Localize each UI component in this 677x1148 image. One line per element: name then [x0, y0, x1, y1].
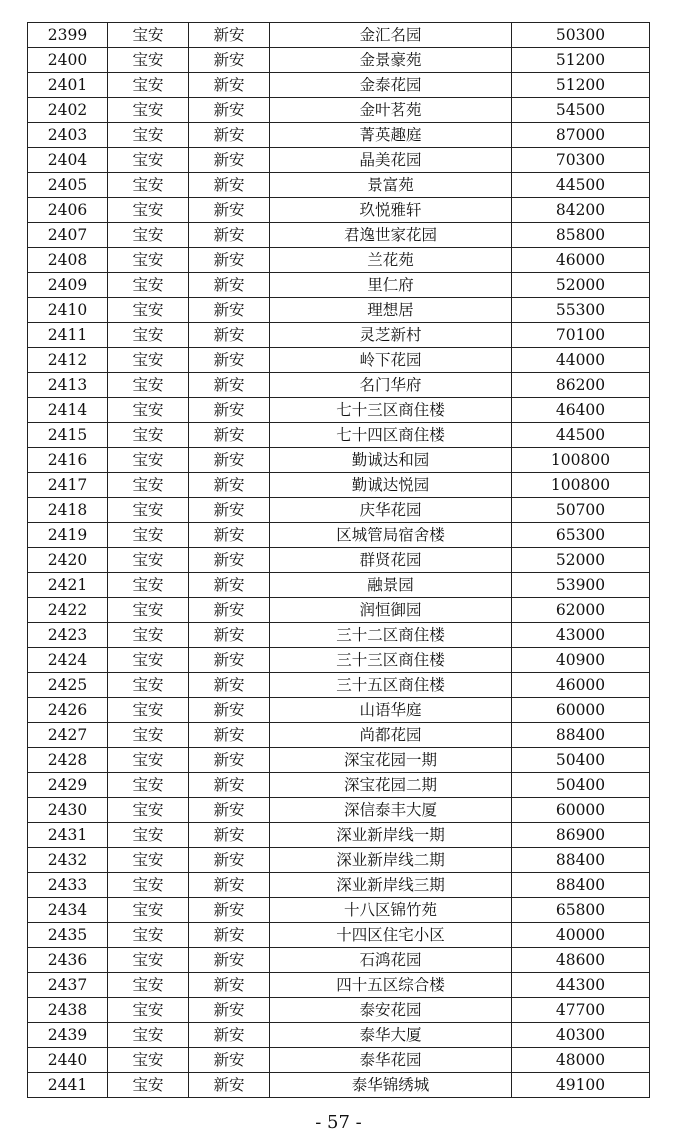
row-number-cell: 2402: [28, 98, 108, 123]
community-name-cell: 七十四区商住楼: [270, 423, 512, 448]
community-name-cell: 勤诚达和园: [270, 448, 512, 473]
district-cell: 宝安: [108, 498, 189, 523]
table-row: [28, 773, 650, 798]
row-number-cell: 2421: [28, 573, 108, 598]
street-cell: 新安: [189, 1048, 270, 1073]
community-name-cell: 深业新岸线二期: [270, 848, 512, 873]
table-row: [28, 673, 650, 698]
table-row: [28, 223, 650, 248]
street-cell: 新安: [189, 823, 270, 848]
community-name-cell: 三十二区商住楼: [270, 623, 512, 648]
table-row: [28, 248, 650, 273]
district-cell: 宝安: [108, 423, 189, 448]
row-number-cell: 2409: [28, 273, 108, 298]
table-row: [28, 823, 650, 848]
community-name-cell: 菁英趣庭: [270, 123, 512, 148]
row-number-cell: 2420: [28, 548, 108, 573]
street-cell: 新安: [189, 248, 270, 273]
table-row: [28, 1048, 650, 1073]
district-cell: 宝安: [108, 923, 189, 948]
reference-price-cell: 84200: [512, 198, 650, 223]
reference-price-cell: 50700: [512, 498, 650, 523]
community-name-cell: 泰华锦绣城: [270, 1073, 512, 1098]
district-cell: 宝安: [108, 123, 189, 148]
district-cell: 宝安: [108, 948, 189, 973]
row-number-cell: 2428: [28, 748, 108, 773]
street-cell: 新安: [189, 723, 270, 748]
street-cell: 新安: [189, 448, 270, 473]
row-number-cell: 2413: [28, 373, 108, 398]
table-row: [28, 123, 650, 148]
community-name-cell: 理想居: [270, 298, 512, 323]
community-name-cell: 区城管局宿舍楼: [270, 523, 512, 548]
table-row: [28, 848, 650, 873]
community-name-cell: 深宝花园一期: [270, 748, 512, 773]
community-name-cell: 群贤花园: [270, 548, 512, 573]
street-cell: 新安: [189, 923, 270, 948]
table-row: [28, 748, 650, 773]
district-cell: 宝安: [108, 273, 189, 298]
street-cell: 新安: [189, 1073, 270, 1098]
row-number-cell: 2408: [28, 248, 108, 273]
community-name-cell: 兰花苑: [270, 248, 512, 273]
table-row: [28, 1073, 650, 1098]
row-number-cell: 2405: [28, 173, 108, 198]
reference-price-cell: 65800: [512, 898, 650, 923]
street-cell: 新安: [189, 323, 270, 348]
district-cell: 宝安: [108, 1048, 189, 1073]
community-name-cell: 名门华府: [270, 373, 512, 398]
row-number-cell: 2427: [28, 723, 108, 748]
street-cell: 新安: [189, 198, 270, 223]
street-cell: 新安: [189, 73, 270, 98]
district-cell: 宝安: [108, 548, 189, 573]
table-row: [28, 323, 650, 348]
table-row: [28, 1023, 650, 1048]
community-name-cell: 景富苑: [270, 173, 512, 198]
district-cell: 宝安: [108, 223, 189, 248]
community-name-cell: 勤诚达悦园: [270, 473, 512, 498]
community-name-cell: 融景园: [270, 573, 512, 598]
reference-price-cell: 48600: [512, 948, 650, 973]
street-cell: 新安: [189, 698, 270, 723]
street-cell: 新安: [189, 298, 270, 323]
street-cell: 新安: [189, 523, 270, 548]
table-row: [28, 598, 650, 623]
street-cell: 新安: [189, 23, 270, 48]
table-row: [28, 873, 650, 898]
street-cell: 新安: [189, 873, 270, 898]
community-name-cell: 灵芝新村: [270, 323, 512, 348]
table-row: [28, 173, 650, 198]
table-row: [28, 523, 650, 548]
street-cell: 新安: [189, 998, 270, 1023]
community-name-cell: 金景豪苑: [270, 48, 512, 73]
street-cell: 新安: [189, 423, 270, 448]
district-cell: 宝安: [108, 23, 189, 48]
district-cell: 宝安: [108, 323, 189, 348]
table-row: [28, 948, 650, 973]
community-name-cell: 玖悦雅轩: [270, 198, 512, 223]
street-cell: 新安: [189, 623, 270, 648]
row-number-cell: 2436: [28, 948, 108, 973]
street-cell: 新安: [189, 1023, 270, 1048]
street-cell: 新安: [189, 273, 270, 298]
table-row: [28, 573, 650, 598]
table-row: [28, 23, 650, 48]
street-cell: 新安: [189, 223, 270, 248]
reference-price-cell: 44300: [512, 973, 650, 998]
table-row: [28, 448, 650, 473]
community-name-cell: 深业新岸线一期: [270, 823, 512, 848]
reference-price-cell: 88400: [512, 873, 650, 898]
row-number-cell: 2426: [28, 698, 108, 723]
reference-price-cell: 85800: [512, 223, 650, 248]
reference-price-cell: 62000: [512, 598, 650, 623]
community-name-cell: 泰安花园: [270, 998, 512, 1023]
street-cell: 新安: [189, 373, 270, 398]
community-name-cell: 金汇名园: [270, 23, 512, 48]
reference-price-cell: 43000: [512, 623, 650, 648]
district-cell: 宝安: [108, 773, 189, 798]
reference-price-cell: 53900: [512, 573, 650, 598]
row-number-cell: 2416: [28, 448, 108, 473]
reference-price-cell: 46000: [512, 248, 650, 273]
row-number-cell: 2433: [28, 873, 108, 898]
street-cell: 新安: [189, 973, 270, 998]
row-number-cell: 2411: [28, 323, 108, 348]
district-cell: 宝安: [108, 598, 189, 623]
district-cell: 宝安: [108, 748, 189, 773]
reference-price-cell: 54500: [512, 98, 650, 123]
street-cell: 新安: [189, 473, 270, 498]
community-name-cell: 深信泰丰大厦: [270, 798, 512, 823]
reference-price-cell: 47700: [512, 998, 650, 1023]
reference-price-cell: 88400: [512, 723, 650, 748]
street-cell: 新安: [189, 398, 270, 423]
reference-price-cell: 88400: [512, 848, 650, 873]
street-cell: 新安: [189, 598, 270, 623]
district-cell: 宝安: [108, 1073, 189, 1098]
row-number-cell: 2399: [28, 23, 108, 48]
table-row: [28, 348, 650, 373]
district-cell: 宝安: [108, 998, 189, 1023]
row-number-cell: 2425: [28, 673, 108, 698]
row-number-cell: 2430: [28, 798, 108, 823]
reference-price-cell: 46000: [512, 673, 650, 698]
district-cell: 宝安: [108, 898, 189, 923]
street-cell: 新安: [189, 948, 270, 973]
reference-price-cell: 50300: [512, 23, 650, 48]
district-cell: 宝安: [108, 173, 189, 198]
row-number-cell: 2410: [28, 298, 108, 323]
district-cell: 宝安: [108, 348, 189, 373]
street-cell: 新安: [189, 148, 270, 173]
table-row: [28, 423, 650, 448]
reference-price-cell: 87000: [512, 123, 650, 148]
district-cell: 宝安: [108, 473, 189, 498]
reference-price-cell: 70300: [512, 148, 650, 173]
reference-price-cell: 40900: [512, 648, 650, 673]
reference-price-cell: 44500: [512, 173, 650, 198]
table-row: [28, 473, 650, 498]
table-row: [28, 373, 650, 398]
row-number-cell: 2434: [28, 898, 108, 923]
district-cell: 宝安: [108, 723, 189, 748]
table-row: [28, 973, 650, 998]
table-row: [28, 48, 650, 73]
community-name-cell: 晶美花园: [270, 148, 512, 173]
table-row: [28, 623, 650, 648]
district-cell: 宝安: [108, 448, 189, 473]
street-cell: 新安: [189, 123, 270, 148]
district-cell: 宝安: [108, 848, 189, 873]
street-cell: 新安: [189, 48, 270, 73]
table-row: [28, 698, 650, 723]
community-name-cell: 君逸世家花园: [270, 223, 512, 248]
reference-price-cell: 100800: [512, 473, 650, 498]
table-row: [28, 98, 650, 123]
reference-price-cell: 46400: [512, 398, 650, 423]
community-name-cell: 三十五区商住楼: [270, 673, 512, 698]
row-number-cell: 2437: [28, 973, 108, 998]
district-cell: 宝安: [108, 973, 189, 998]
reference-price-cell: 40000: [512, 923, 650, 948]
row-number-cell: 2439: [28, 1023, 108, 1048]
street-cell: 新安: [189, 673, 270, 698]
street-cell: 新安: [189, 498, 270, 523]
district-cell: 宝安: [108, 73, 189, 98]
row-number-cell: 2438: [28, 998, 108, 1023]
row-number-cell: 2424: [28, 648, 108, 673]
table-row: [28, 898, 650, 923]
reference-price-cell: 52000: [512, 548, 650, 573]
street-cell: 新安: [189, 898, 270, 923]
row-number-cell: 2415: [28, 423, 108, 448]
street-cell: 新安: [189, 798, 270, 823]
community-name-cell: 石鸿花园: [270, 948, 512, 973]
row-number-cell: 2422: [28, 598, 108, 623]
street-cell: 新安: [189, 98, 270, 123]
community-name-cell: 山语华庭: [270, 698, 512, 723]
table-row: [28, 498, 650, 523]
community-name-cell: 金泰花园: [270, 73, 512, 98]
district-cell: 宝安: [108, 798, 189, 823]
reference-price-cell: 51200: [512, 73, 650, 98]
community-name-cell: 岭下花园: [270, 348, 512, 373]
reference-price-cell: 50400: [512, 773, 650, 798]
row-number-cell: 2400: [28, 48, 108, 73]
reference-price-cell: 49100: [512, 1073, 650, 1098]
row-number-cell: 2407: [28, 223, 108, 248]
table-row: [28, 923, 650, 948]
community-name-cell: 深业新岸线三期: [270, 873, 512, 898]
row-number-cell: 2412: [28, 348, 108, 373]
table-body: [28, 23, 650, 1098]
row-number-cell: 2406: [28, 198, 108, 223]
row-number-cell: 2431: [28, 823, 108, 848]
community-name-cell: 金叶茗苑: [270, 98, 512, 123]
table-row: [28, 198, 650, 223]
reference-price-cell: 100800: [512, 448, 650, 473]
row-number-cell: 2432: [28, 848, 108, 873]
street-cell: 新安: [189, 773, 270, 798]
row-number-cell: 2423: [28, 623, 108, 648]
row-number-cell: 2419: [28, 523, 108, 548]
reference-price-cell: 44000: [512, 348, 650, 373]
street-cell: 新安: [189, 573, 270, 598]
row-number-cell: 2401: [28, 73, 108, 98]
district-cell: 宝安: [108, 398, 189, 423]
reference-price-cell: 65300: [512, 523, 650, 548]
table-row: [28, 798, 650, 823]
reference-price-cell: 50400: [512, 748, 650, 773]
row-number-cell: 2403: [28, 123, 108, 148]
page-number: - 57 -: [315, 1112, 362, 1133]
community-name-cell: 四十五区综合楼: [270, 973, 512, 998]
community-name-cell: 十四区住宅小区: [270, 923, 512, 948]
district-cell: 宝安: [108, 373, 189, 398]
reference-price-cell: 60000: [512, 798, 650, 823]
district-cell: 宝安: [108, 48, 189, 73]
table-row: [28, 398, 650, 423]
district-cell: 宝安: [108, 148, 189, 173]
district-cell: 宝安: [108, 248, 189, 273]
street-cell: 新安: [189, 548, 270, 573]
district-cell: 宝安: [108, 673, 189, 698]
reference-price-cell: 48000: [512, 1048, 650, 1073]
district-cell: 宝安: [108, 298, 189, 323]
reference-price-cell: 51200: [512, 48, 650, 73]
row-number-cell: 2418: [28, 498, 108, 523]
community-name-cell: 庆华花园: [270, 498, 512, 523]
street-cell: 新安: [189, 648, 270, 673]
district-cell: 宝安: [108, 648, 189, 673]
district-cell: 宝安: [108, 98, 189, 123]
row-number-cell: 2417: [28, 473, 108, 498]
row-number-cell: 2429: [28, 773, 108, 798]
reference-price-cell: 86900: [512, 823, 650, 848]
table-row: [28, 648, 650, 673]
district-cell: 宝安: [108, 523, 189, 548]
table-row: [28, 548, 650, 573]
community-name-cell: 泰华花园: [270, 1048, 512, 1073]
reference-price-cell: 55300: [512, 298, 650, 323]
row-number-cell: 2441: [28, 1073, 108, 1098]
row-number-cell: 2440: [28, 1048, 108, 1073]
table-row: [28, 273, 650, 298]
community-name-cell: 尚都花园: [270, 723, 512, 748]
street-cell: 新安: [189, 848, 270, 873]
district-cell: 宝安: [108, 698, 189, 723]
street-cell: 新安: [189, 748, 270, 773]
community-name-cell: 十八区锦竹苑: [270, 898, 512, 923]
community-name-cell: 深宝花园二期: [270, 773, 512, 798]
row-number-cell: 2404: [28, 148, 108, 173]
reference-price-cell: 52000: [512, 273, 650, 298]
reference-price-cell: 86200: [512, 373, 650, 398]
district-cell: 宝安: [108, 198, 189, 223]
table-row: [28, 998, 650, 1023]
community-name-cell: 泰华大厦: [270, 1023, 512, 1048]
reference-price-cell: 60000: [512, 698, 650, 723]
reference-price-cell: 40300: [512, 1023, 650, 1048]
community-name-cell: 润恒御园: [270, 598, 512, 623]
district-cell: 宝安: [108, 1023, 189, 1048]
table-row: [28, 723, 650, 748]
street-cell: 新安: [189, 173, 270, 198]
table-row: [28, 148, 650, 173]
community-name-cell: 七十三区商住楼: [270, 398, 512, 423]
reference-price-cell: 70100: [512, 323, 650, 348]
district-cell: 宝安: [108, 823, 189, 848]
table-row: [28, 73, 650, 98]
district-cell: 宝安: [108, 623, 189, 648]
district-cell: 宝安: [108, 573, 189, 598]
community-name-cell: 三十三区商住楼: [270, 648, 512, 673]
table-row: [28, 298, 650, 323]
district-cell: 宝安: [108, 873, 189, 898]
price-table: [27, 22, 650, 1098]
street-cell: 新安: [189, 348, 270, 373]
row-number-cell: 2435: [28, 923, 108, 948]
row-number-cell: 2414: [28, 398, 108, 423]
community-name-cell: 里仁府: [270, 273, 512, 298]
reference-price-cell: 44500: [512, 423, 650, 448]
